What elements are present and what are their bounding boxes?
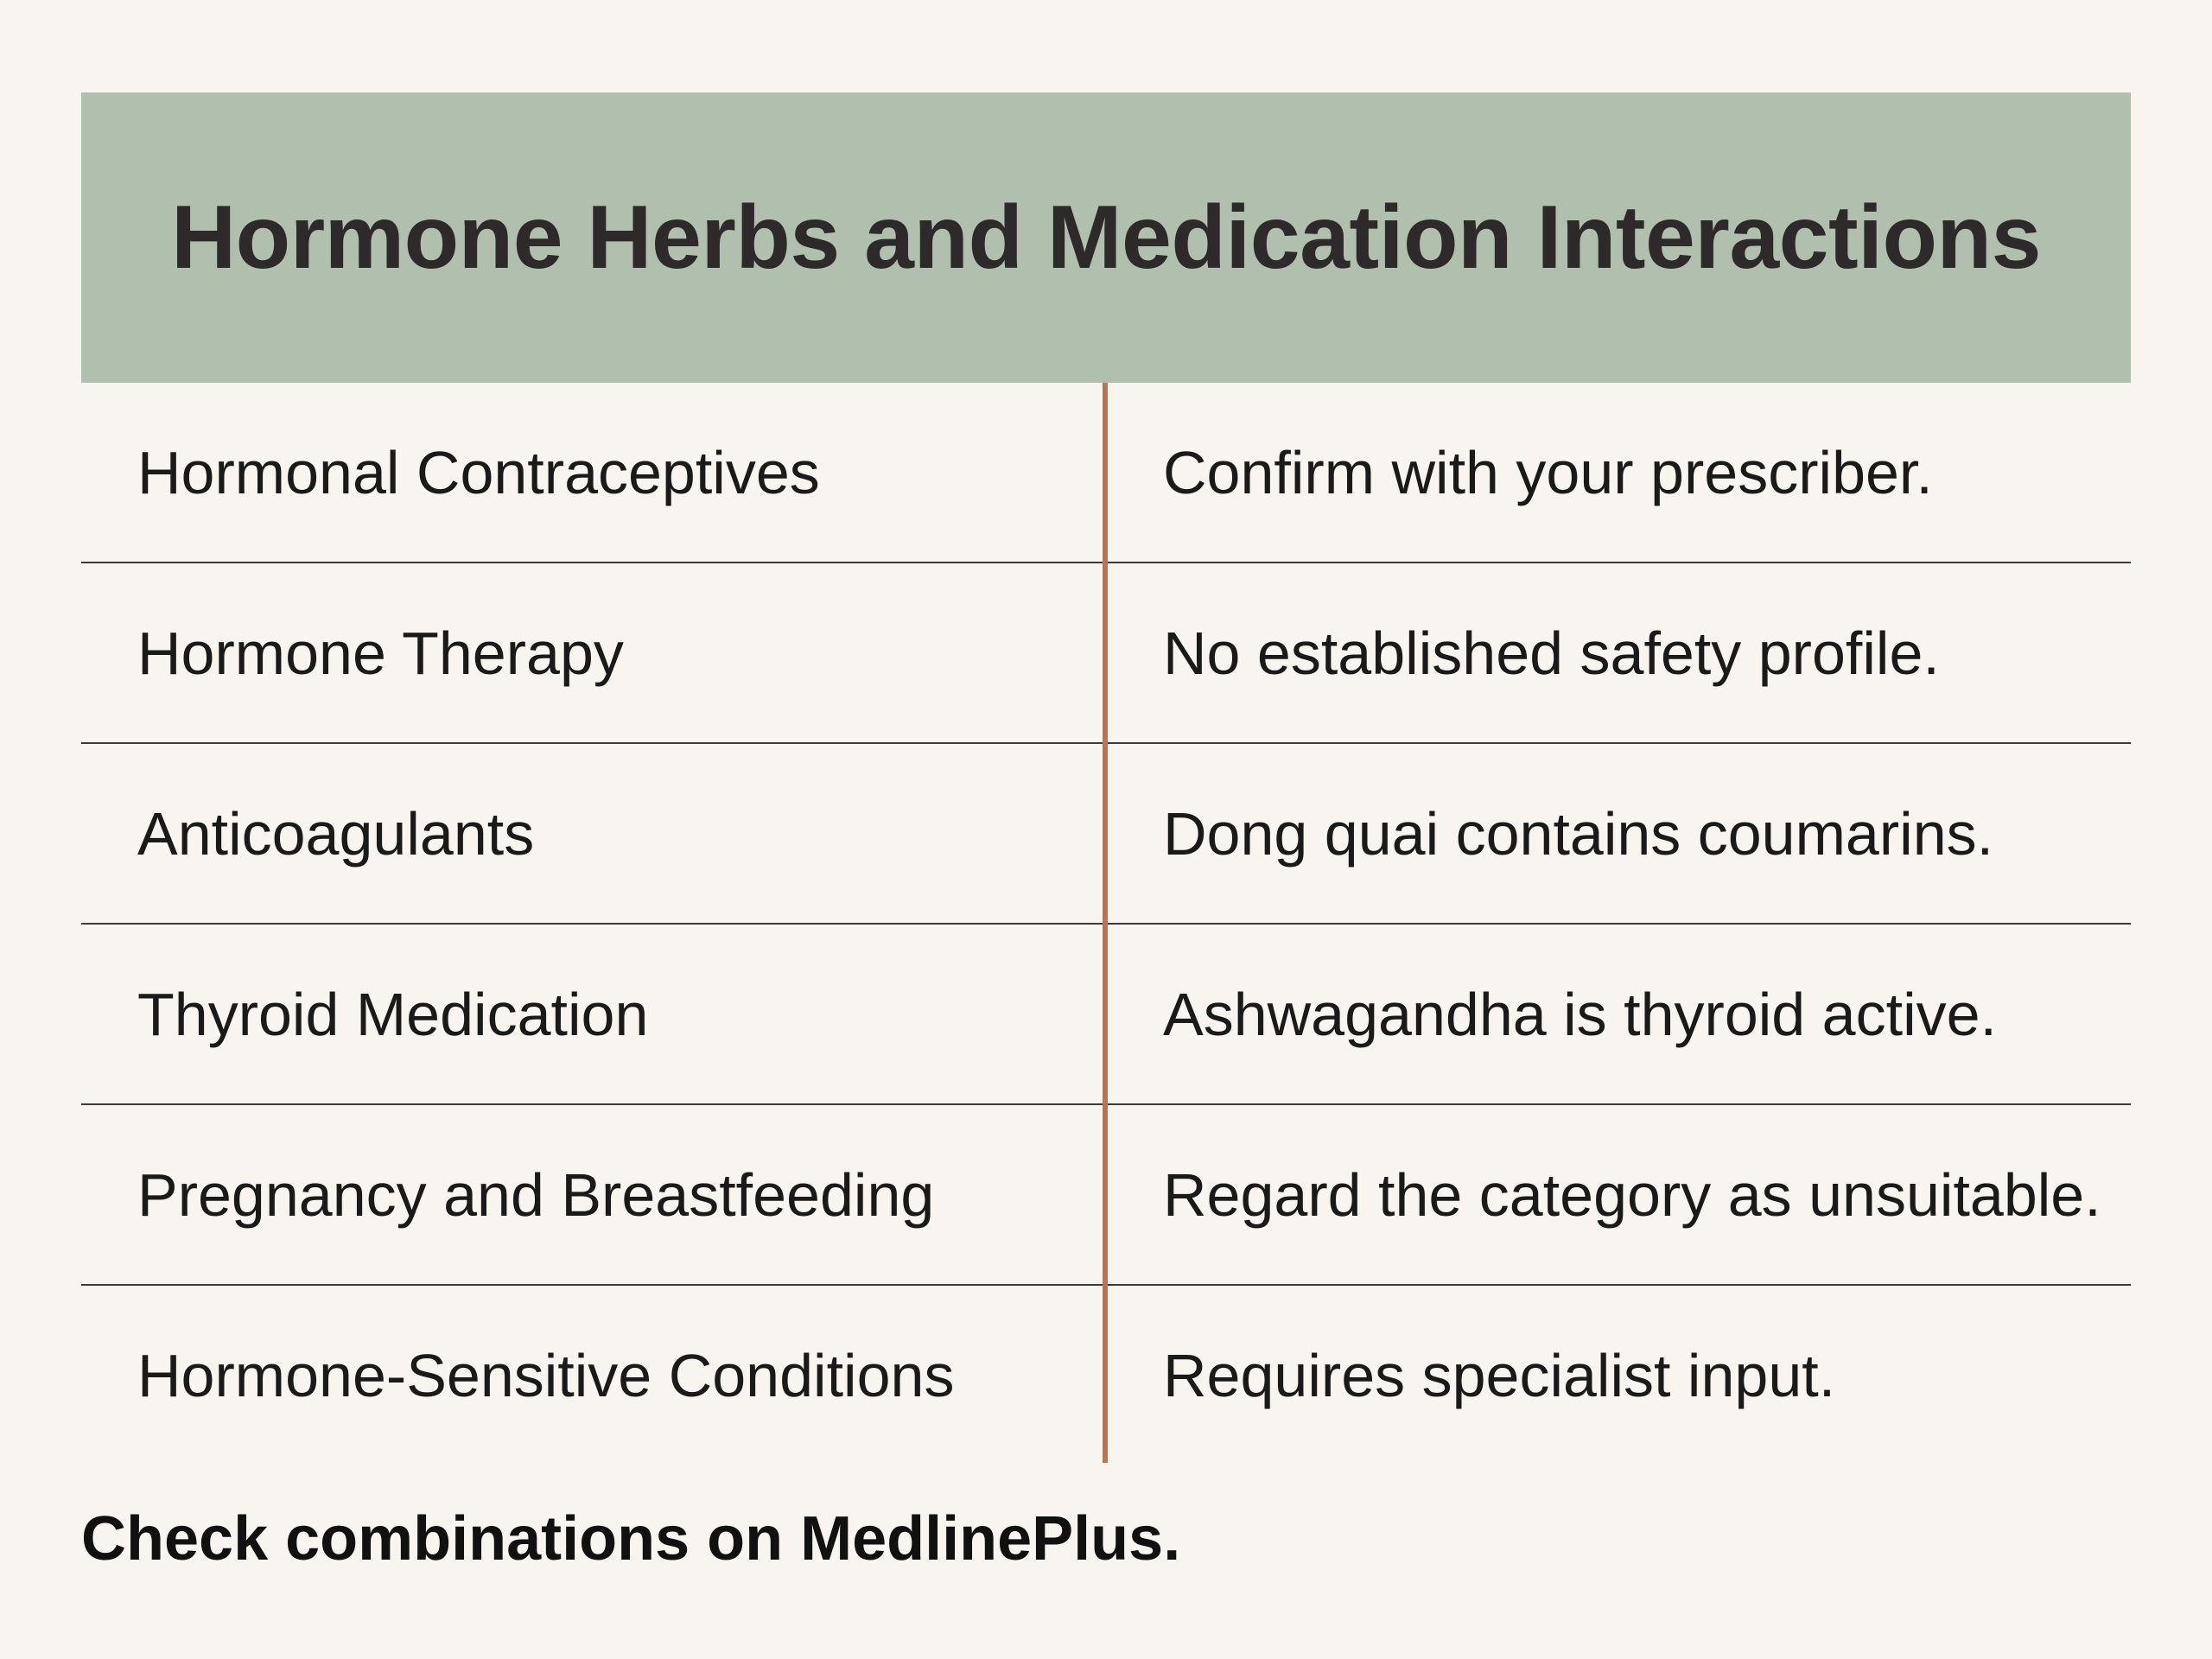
row-note: Dong quai contains coumarins. bbox=[1163, 800, 1994, 868]
row-item: Pregnancy and Breastfeeding bbox=[137, 1161, 935, 1229]
column-divider bbox=[1103, 383, 1108, 1463]
row-item: Hormone-Sensitive Conditions bbox=[137, 1342, 955, 1409]
row-item: Anticoagulants bbox=[137, 800, 535, 868]
row-note: Confirm with your prescriber. bbox=[1163, 439, 1933, 506]
row-note: Requires specialist input. bbox=[1163, 1342, 1836, 1409]
row-item: Thyroid Medication bbox=[137, 981, 649, 1048]
page-title: Hormone Herbs and Medication Interactions bbox=[171, 187, 2041, 288]
row-note: No established safety profile. bbox=[1163, 620, 1940, 687]
interactions-table bbox=[81, 383, 2131, 1463]
row-item: Hormonal Contraceptives bbox=[137, 439, 820, 506]
row-note: Ashwagandha is thyroid active. bbox=[1163, 981, 1997, 1048]
row-item: Hormone Therapy bbox=[137, 620, 624, 687]
footer-note: Check combinations on MedlinePlus. bbox=[81, 1504, 1181, 1573]
row-note: Regard the category as unsuitable. bbox=[1163, 1161, 2101, 1229]
title-banner bbox=[81, 92, 2131, 383]
